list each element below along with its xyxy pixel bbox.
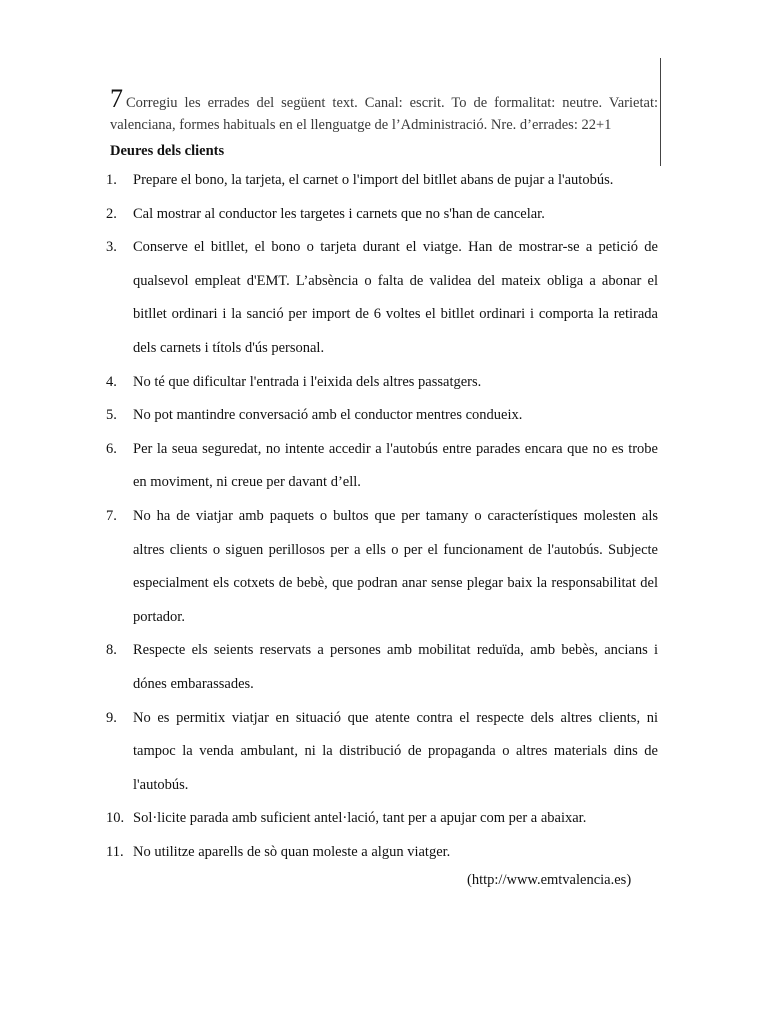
list-item [106, 399, 658, 433]
item-text: No ha de viatjar amb paquets o bultos que per tamany o característiques molesten als altres clients o siguen perillosos per a ells o per el funcionament de l'autobús. Subjecte especialment els cotxets de bebè, que podran anar sense plegar baix la responsabilitat del portador. [133, 507, 658, 625]
item-text: Prepare el bono, la tarjeta, el carnet o l'import del bitllet abans de pujar a l'autobús. [133, 172, 614, 188]
list-item [106, 198, 658, 232]
item-text: No té que dificultar l'entrada i l'eixida dels altres passatgers. [133, 373, 482, 390]
item-number: 5. [106, 407, 117, 424]
item-number: 4. [106, 373, 117, 390]
item-text: No es permitix viatjar en situació que atente contra el respecte dels altres clients, ni tampoc la venda ambulant, ni la distribució de propaganda o altres materials dins de l'autobús. [133, 709, 658, 793]
list-item [106, 500, 658, 634]
item-number: 10. [106, 810, 125, 827]
item-text: Per la seua seguredat, no intente accedir a l'autobús entre parades encara que no es trobe en moviment, ni creue per davant d’ell. [133, 440, 658, 491]
item-text: Sol·licite parada amb suficient antel·lació, tant per a apujar com per a abaixar. [133, 810, 587, 827]
section-heading: Deures dels clients [110, 143, 225, 159]
list-item [106, 164, 658, 198]
exercise-number: 7 [110, 84, 123, 113]
item-number: 6. [106, 440, 117, 457]
list-item [106, 433, 658, 500]
list-item [106, 836, 658, 870]
item-text: No utilitze aparells de sò quan moleste a algun viatger. [133, 843, 451, 860]
item-text: Cal mostrar al conductor les targetes i carnets que no s'han de cancelar. [133, 205, 545, 222]
item-number: 3. [106, 239, 117, 256]
item-number: 1. [106, 172, 117, 188]
item-number: 2. [106, 205, 117, 222]
list-item [106, 802, 658, 836]
item-text: No pot mantindre conversació amb el conductor mentres condueix. [133, 407, 523, 424]
list-item [106, 702, 658, 803]
list-item [106, 634, 658, 701]
item-text: Respecte els seients reservats a persones amb mobilitat reduïda, amb bebès, ancians i dónes embarassades. [133, 642, 658, 692]
list-item [106, 366, 658, 400]
exercise-text: Corregiu les errades del següent text. Canal: escrit. To de formalitat: neutre. Varietat: valenciana, formes habituals en el llenguatge de l’Administració. Nre. d’errades: 22+1 [110, 95, 658, 133]
duties-list [106, 164, 658, 869]
item-number: 11. [106, 843, 124, 860]
list-item [106, 231, 658, 365]
margin-rule [660, 58, 661, 166]
item-number: 7. [106, 507, 117, 524]
item-text: Conserve el bitllet, el bono o tarjeta durant el viatge. Han de mostrar-se a petició de qualsevol empleat d'EMT. L’absència o falta de validea del mateix obliga a abonar el bitllet ordinari i la sanció per import de 6 voltes el bitllet ordinari i comporta la retirada dels carnets i títols d'ús personal. [133, 239, 658, 356]
item-number: 8. [106, 642, 117, 659]
source-link: (http://www.emtvalencia.es) [467, 872, 632, 888]
exercise-instruction [110, 84, 658, 136]
item-number: 9. [106, 709, 117, 726]
